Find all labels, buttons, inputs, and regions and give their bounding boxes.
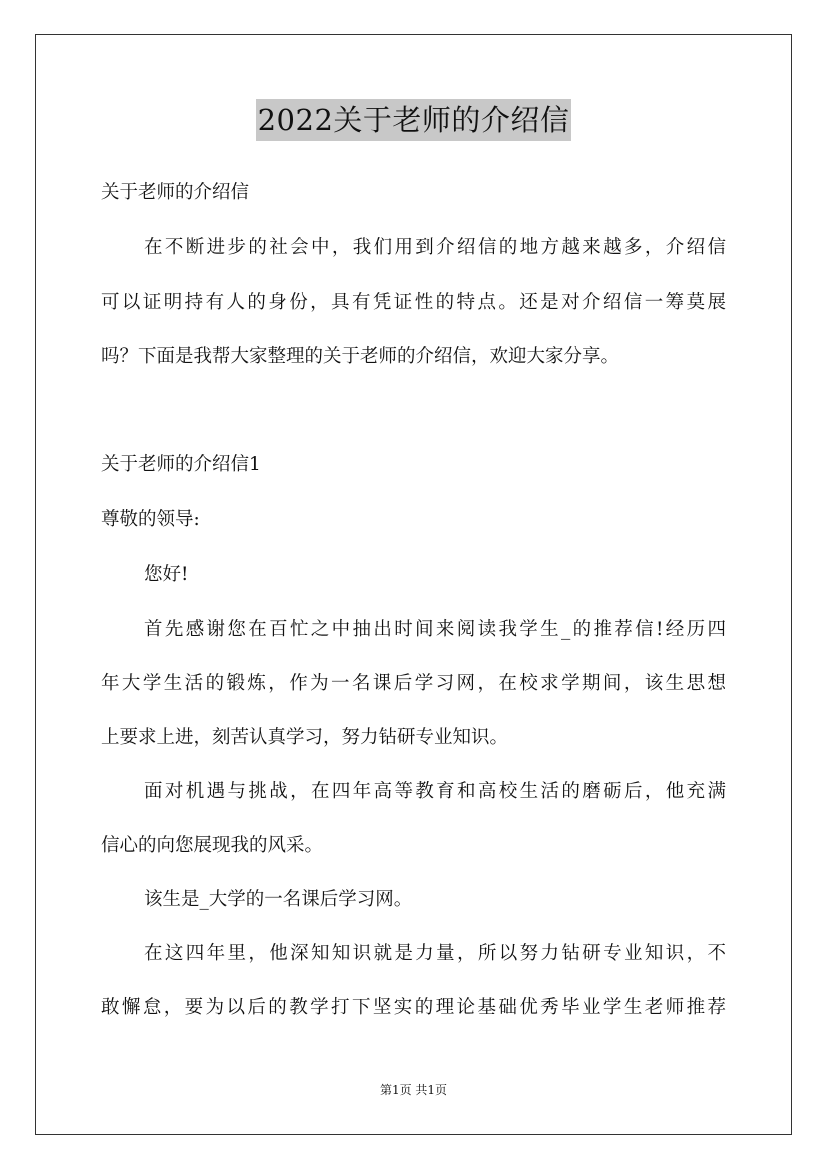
body-paragraph-4-line-2: 敢懈怠，要为以后的教学打下坚实的理论基础优秀毕业学生老师推荐 [101, 997, 726, 1018]
body-paragraph-2-line-1: 面对机遇与挑战，在四年高等教育和高校生活的磨砺后，他充满 [144, 781, 726, 802]
section-heading-1: 关于老师的介绍信1 [101, 454, 261, 475]
body-paragraph-2-line-2: 信心的向您展现我的风采。 [101, 835, 324, 856]
intro-paragraph-line-3: 吗？下面是我帮大家整理的关于老师的介绍信，欢迎大家分享。 [101, 346, 620, 367]
document-title: 2022关于老师的介绍信 [256, 99, 572, 141]
subtitle-line: 关于老师的介绍信 [101, 182, 250, 203]
intro-paragraph-line-2: 可以证明持有人的身份，具有凭证性的特点。还是对介绍信一筹莫展 [101, 292, 726, 313]
intro-paragraph-line-1: 在不断进步的社会中，我们用到介绍信的地方越来越多，介绍信 [144, 237, 726, 258]
body-paragraph-3-line-1: 该生是_大学的一名课后学习网。 [144, 889, 413, 910]
body-paragraph-1-line-3: 上要求上进，刻苦认真学习，努力钻研专业知识。 [101, 727, 509, 748]
greeting: 您好! [144, 564, 189, 585]
title-container [0, 99, 827, 141]
salutation: 尊敬的领导: [101, 509, 200, 530]
body-paragraph-1-line-2: 年大学生活的锻炼，作为一名课后学习网，在校求学期间，该生思想 [101, 673, 726, 694]
page-footer: 第1页 共1页 [379, 1083, 448, 1097]
body-paragraph-4-line-1: 在这四年里，他深知知识就是力量，所以努力钻研专业知识，不 [144, 943, 726, 964]
body-paragraph-1-line-1: 首先感谢您在百忙之中抽出时间来阅读我学生_的推荐信!经历四 [144, 619, 726, 640]
